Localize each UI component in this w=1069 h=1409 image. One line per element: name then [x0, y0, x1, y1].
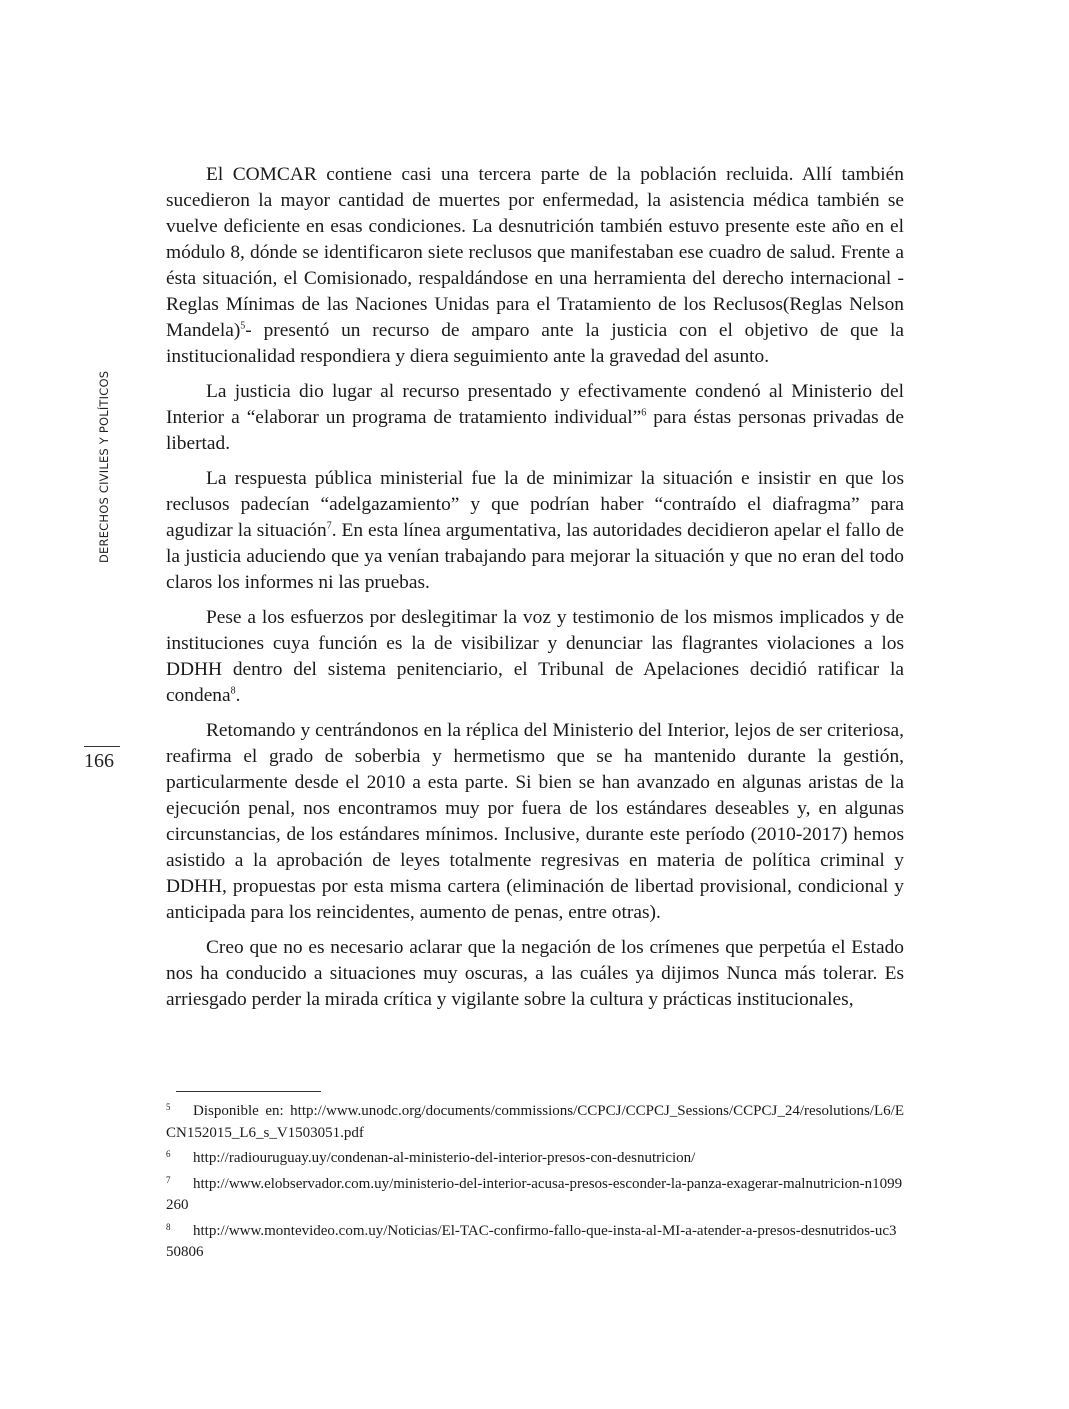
footnote-text: http://www.montevideo.com.uy/Noticias/El-TAC-confirmo-fallo-que-insta-al-MI-a-atender-a-presos-desnutridos-uc350806 — [166, 1222, 897, 1260]
paragraph-comcar — [166, 162, 904, 370]
footnote-text: Disponible en: http://www.unodc.org/documents/commissions/CCPCJ/CCPCJ_Sessions/CCPCJ_24/resolutions/L6/ECN152015_L6_s_V1503051.pdf — [166, 1103, 904, 1141]
footnote-number: 7 — [166, 1174, 171, 1185]
paragraph-text: Retomando y centrándonos en la réplica del Ministerio del Interior, lejos de ser criteriosa, reafirma el grado de soberbia y hermetismo que se ha mantenido durante la gestión, particularmente desde el 2010 a esta parte. Si bien se han avanzado en algunas aristas de la ejecución penal, nos encontramos muy por fuera de los estándares deseables y, en algunas circunstancias, de los estándares mínimos. Inclusive, durante este período (2010-2017) hemos asistido a la aprobación de leyes totalmente regresivas en materia de política criminal y DDHH, propuestas por esta misma cartera (eliminación de libertad provisional, condicional y anticipada para los reincidentes, aumento de penas, entre otras). — [166, 720, 904, 923]
section-running-title: DERECHOS CIVILES Y POLÍTICOS — [97, 370, 111, 563]
paragraph-text: La justicia dio lugar al recurso presentado y efectivamente condenó al Ministerio del Interior a “elaborar un programa de tratamiento individual” — [166, 381, 904, 428]
paragraph-text: El COMCAR contiene casi una tercera parte de la población recluida. Allí también sucedieron la mayor cantidad de muertes por enfermedad, la asistencia médica también se vuelve deficiente en esas condiciones. La desnutrición también estuvo presente este año en el módulo 8, dónde se identificaron siete reclusos que manifestaban ese cuadro de salud. Frente a ésta situación, el Comisionado, respaldándose en una herramienta del derecho internacional - Reglas Mínimas de las Naciones Unidas para el Tratamiento de los Reclusos(Reglas Nelson Mandela) — [166, 164, 904, 341]
paragraph-text: . — [235, 685, 241, 706]
paragraph-text: La respuesta pública ministerial fue la de minimizar la situación e insistir en que los reclusos padecían “adelgazamiento” y que podrían haber “contraído el diafragma” para agudizar la situación — [166, 468, 904, 541]
paragraph-text: para éstas personas privadas de libertad. — [166, 407, 904, 454]
footnote-8 — [166, 1217, 904, 1264]
footnote-text: http://radiouruguay.uy/condenan-al-ministerio-del-interior-presos-con-desnutricion/ — [193, 1150, 696, 1166]
page-number: 166 — [84, 750, 114, 772]
footnote-ref: 8 — [230, 685, 236, 697]
paragraph-replica — [166, 718, 904, 926]
footnote-number: 6 — [166, 1149, 171, 1159]
footnote-text: http://www.elobservador.com.uy/ministerio-del-interior-acusa-presos-esconder-la-panza-exagerar-malnutricion-n1099260 — [166, 1175, 903, 1213]
page-number-rule — [84, 746, 120, 747]
footnote-number: 8 — [166, 1221, 171, 1232]
footnote-5 — [166, 1097, 904, 1144]
footnote-ref: 7 — [326, 520, 332, 532]
footnote-number: 5 — [166, 1102, 171, 1112]
footnotes — [166, 1097, 904, 1264]
footnote-6 — [166, 1144, 904, 1170]
paragraph-justicia — [166, 379, 904, 457]
footnote-separator — [176, 1091, 321, 1092]
paragraph-text: Pese a los esfuerzos por deslegitimar la voz y testimonio de los mismos implicados y de instituciones cuya función es la de visibilizar y denunciar las flagrantes violaciones a los DDHH dentro del sistema penitenciario, el Tribunal de Apelaciones decidió ratificar la condena — [166, 607, 904, 706]
footnote-ref: 6 — [641, 407, 647, 419]
paragraph-negacion — [166, 935, 904, 1013]
footnote-ref: 5 — [240, 320, 246, 332]
paragraph-text: - presentó un recurso de amparo ante la justicia con el objetivo de que la institucionalidad respondiera y diera seguimiento ante la gravedad del asunto. — [166, 320, 904, 367]
body-text — [166, 162, 904, 1022]
paragraph-respuesta — [166, 466, 904, 596]
paragraph-text: Creo que no es necesario aclarar que la negación de los crímenes que perpetúa el Estado nos ha conducido a situaciones muy oscuras, a las cuáles ya dijimos Nunca más tolerar. Es arriesgado perder la mirada crítica y vigilante sobre la cultura y prácticas institucionales, — [166, 937, 904, 1010]
paragraph-tribunal — [166, 605, 904, 709]
footnote-7 — [166, 1170, 904, 1217]
paragraph-text: . En esta línea argumentativa, las autoridades decidieron apelar el fallo de la justicia aduciendo que ya venían trabajando para mejorar la situación y que no eran del todo claros los informes ni las pruebas. — [166, 520, 904, 593]
